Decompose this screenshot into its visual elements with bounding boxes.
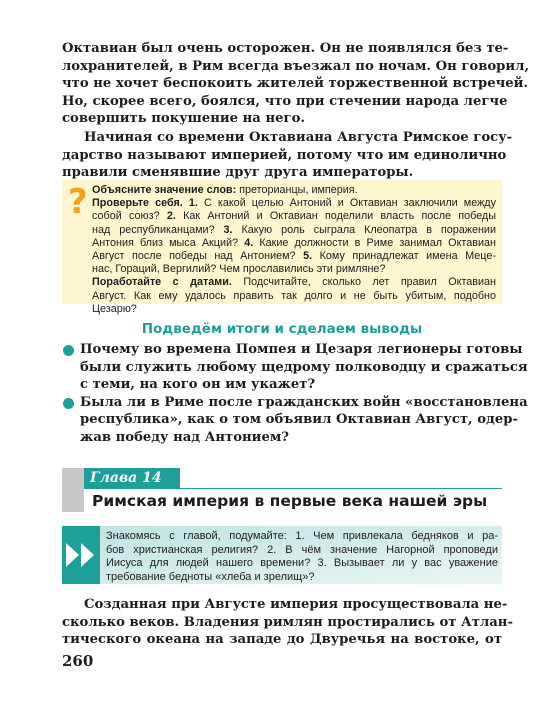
- question-line: Проверьте себя. 1. С какой целью Антоний и Октавиан заключили между: [92, 197, 496, 210]
- text-line: Начиная со времени Октавиана Августа Римское госу-: [84, 130, 513, 145]
- summary-list: [62, 341, 528, 447]
- chapter-intro-text: [106, 530, 498, 584]
- text-line: сколько веков. Владения римлян простирались от Атлан-: [62, 614, 513, 630]
- text-line: Почему во времена Помпея и Цезаря легионеры готовы: [80, 342, 523, 357]
- intro-marker: [62, 526, 100, 584]
- text-line: требование бедноты «хлеба и зрелищ»?: [106, 570, 315, 583]
- question-line: Поработайте с датами. Подсчитайте, сколько лет правил Октавиан: [92, 276, 497, 289]
- bullet-dot-icon: [63, 345, 74, 356]
- text-line: правили сменявшие друг друга императоры.: [62, 165, 414, 181]
- question-line: собой союз? 2. Как Антоний и Октавиан поделили власть после победы: [92, 210, 496, 223]
- questions-box: [62, 180, 502, 315]
- question-line: Август. Как ему удалось править так долго и не быть убитым, подобно: [92, 289, 496, 302]
- text-line: совершить покушение на него.: [62, 111, 305, 127]
- page-number: 260: [62, 652, 94, 670]
- paragraph-empire: [62, 129, 513, 182]
- text-line: Знакомясь с главой, подумайте: 1. Чем привлекала бедняков и ра-: [106, 530, 498, 542]
- question-line: над республиканцами? 3. Какую роль сыграла Клеопатра в поражении: [92, 223, 496, 236]
- text-line: с теми, на кого он им укажет?: [80, 377, 316, 393]
- text-line: лохранителей, в Рим всегда въезжал по ночам. Он говорил,: [62, 58, 530, 74]
- text-line: Была ли в Риме после гражданских войн «восстановлена: [80, 394, 528, 410]
- text-line: Но, скорее всего, боялся, что при стечении народа легче: [62, 93, 508, 109]
- double-chevron-right-icon: [66, 543, 96, 567]
- list-item: [62, 394, 528, 447]
- text-line: Созданная при Августе империя просуществовала не-: [84, 597, 508, 612]
- question-line: Антония близ мыса Акций? 4. Какие должности в Риме занимал Октавиан: [92, 236, 496, 249]
- text-line: что не хочет беспокоить жителей торжественной встречей.: [62, 76, 529, 92]
- summary-heading: Подведём итоги и сделаем выводы: [141, 321, 423, 337]
- bullet-dot-icon: [63, 398, 74, 409]
- question-mark-icon: ?: [68, 182, 88, 222]
- text-line: бов христианская религия? 2. В чём значение Нагорной проповеди: [106, 543, 498, 556]
- chapter-divider: [84, 488, 502, 489]
- text-line: Октавиан был очень осторожен. Он не появлялся без те-: [62, 41, 509, 56]
- chapter-tag: Глава 14: [84, 468, 180, 488]
- questions-text: [92, 184, 496, 316]
- text-line: были служить любому щедрому полководцу и сражаться: [80, 359, 528, 375]
- paragraph-octavian-caution: [62, 40, 530, 128]
- question-line: нас, Гораций, Вергилий? Чем прославились эти римляне?: [92, 263, 386, 276]
- text-line: Иисуса для людей нашего времени? 3. Вызывает ли у вас уважение: [106, 557, 498, 569]
- paragraph-empire-extent: [62, 596, 513, 649]
- question-line: Объясните значение слов: преторианцы, империя.: [92, 184, 358, 196]
- text-line: республика», как о том объявил Октавиан Август, одер-: [80, 412, 518, 428]
- text-line: тического океана на западе до Двуречья на востоке, от: [62, 632, 502, 648]
- list-item: [62, 341, 528, 394]
- question-line: Цезарю?: [92, 302, 137, 315]
- chapter-intro-box: [100, 526, 502, 584]
- chapter-title: Римская империя в первые века нашей эры: [92, 492, 488, 510]
- text-line: дарство называют империей, потому что им единолично: [62, 147, 507, 163]
- text-line: жав победу над Антонием?: [80, 429, 290, 445]
- question-line: Август после победы над Антонием? 5. Кому принадлежат имена Мецe-: [92, 250, 496, 263]
- chapter-marker: [62, 468, 84, 512]
